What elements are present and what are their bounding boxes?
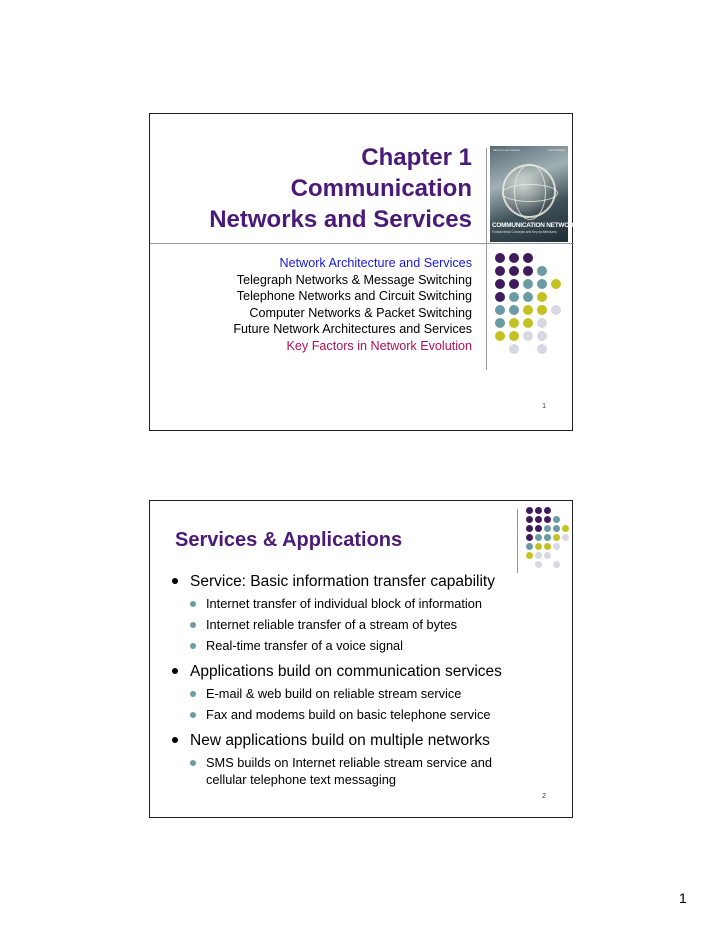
title-line-1: Chapter 1 [361, 144, 472, 171]
cover-subtitle: Fundamental Concepts and Key Architectures [492, 230, 557, 234]
decor-dot [544, 543, 551, 550]
decor-dot [537, 292, 547, 302]
decor-dot [495, 292, 505, 302]
decor-dot [495, 253, 505, 263]
decor-dot [553, 543, 560, 550]
decor-dot [509, 344, 519, 354]
decor-dot [553, 561, 560, 568]
decor-dot [495, 279, 505, 289]
decor-dot [523, 266, 533, 276]
decor-dot [526, 543, 533, 550]
decor-dot [535, 552, 542, 559]
decor-dot [537, 266, 547, 276]
divider-vertical [517, 509, 518, 573]
decor-dot [535, 525, 542, 532]
slide-number: 1 [542, 403, 546, 410]
topic-item: Telephone Networks and Circuit Switching [236, 289, 472, 304]
decor-dot [523, 305, 533, 315]
decor-dot [553, 525, 560, 532]
decor-dot [523, 279, 533, 289]
decor-dot [562, 525, 569, 532]
decor-dot [523, 331, 533, 341]
decor-dot [544, 552, 551, 559]
decor-dot [495, 266, 505, 276]
sub-bullet-item: E-mail & web build on reliable stream service [172, 685, 532, 702]
book-cover-image [490, 146, 582, 242]
decor-dot [553, 534, 560, 541]
decor-dot [526, 534, 533, 541]
title-line-2: Communication [290, 175, 472, 202]
slide-title [209, 142, 472, 235]
sub-bullet-item: Real-time transfer of a voice signal [172, 637, 532, 654]
topic-item: Future Network Architectures and Services [233, 322, 472, 337]
bullet-item: Applications build on communication services [172, 662, 532, 681]
decor-dot [535, 534, 542, 541]
decor-dot [509, 305, 519, 315]
decor-dot [509, 292, 519, 302]
decor-dot [535, 561, 542, 568]
decor-dot [509, 318, 519, 328]
decor-dot [509, 266, 519, 276]
slide-1 [149, 113, 582, 431]
sub-bullet-item: Internet transfer of individual block of information [172, 595, 532, 612]
decor-dot [537, 305, 547, 315]
decor-dot [526, 516, 533, 523]
slide-2 [149, 500, 573, 818]
cover-author: Alberto Leon-Garcia [493, 148, 520, 152]
bullet-list [172, 572, 532, 788]
decor-dot [526, 507, 533, 514]
decor-dot [523, 253, 533, 263]
decor-dot [535, 516, 542, 523]
topic-item: Key Factors in Network Evolution [286, 338, 472, 353]
decor-dot [535, 507, 542, 514]
sub-bullet-item: Fax and modems build on basic telephone service [172, 706, 532, 723]
decor-dot [495, 331, 505, 341]
decor-dot [537, 344, 547, 354]
decor-dot [526, 525, 533, 532]
title-line-3: Networks and Services [209, 206, 472, 233]
topic-item: Computer Networks & Packet Switching [249, 305, 472, 320]
globe-illustration [502, 164, 556, 218]
sub-bullet-item: Internet reliable transfer of a stream of bytes [172, 616, 532, 633]
slide-title: Services & Applications [175, 529, 403, 551]
decor-dot [495, 305, 505, 315]
sub-bullet-item: SMS builds on Internet reliable stream service and cellular telephone text messaging [172, 754, 532, 788]
slide-number: 2 [542, 793, 546, 800]
decor-dot [495, 318, 505, 328]
divider-horizontal [150, 243, 574, 244]
decor-dot [526, 552, 533, 559]
bullet-item: New applications build on multiple networks [172, 731, 532, 750]
cover-authors [493, 148, 565, 152]
decor-dot [544, 534, 551, 541]
decor-dot [537, 331, 547, 341]
decor-dot [509, 253, 519, 263]
decor-dot [537, 318, 547, 328]
decor-dot [562, 534, 569, 541]
topic-item: Telegraph Networks & Message Switching [236, 272, 472, 287]
decor-dot [523, 292, 533, 302]
bullet-item: Service: Basic information transfer capability [172, 572, 532, 591]
topic-list [233, 255, 472, 355]
divider-vertical [486, 148, 487, 370]
decor-dot [553, 516, 560, 523]
decor-dot [535, 543, 542, 550]
topic-item: Network Architecture and Services [279, 256, 472, 270]
decor-dot [509, 331, 519, 341]
cover-author: Indra Widjaja [547, 148, 565, 152]
decor-dot [544, 516, 551, 523]
decor-dot [544, 507, 551, 514]
decor-dot [544, 525, 551, 532]
decor-dot [509, 279, 519, 289]
decor-dot [537, 279, 547, 289]
decor-dot [551, 279, 561, 289]
page-number: 1 [679, 890, 687, 906]
decor-dot [523, 318, 533, 328]
decor-dot [551, 305, 561, 315]
cover-title: COMMUNICATION NETWORKS [492, 222, 582, 229]
